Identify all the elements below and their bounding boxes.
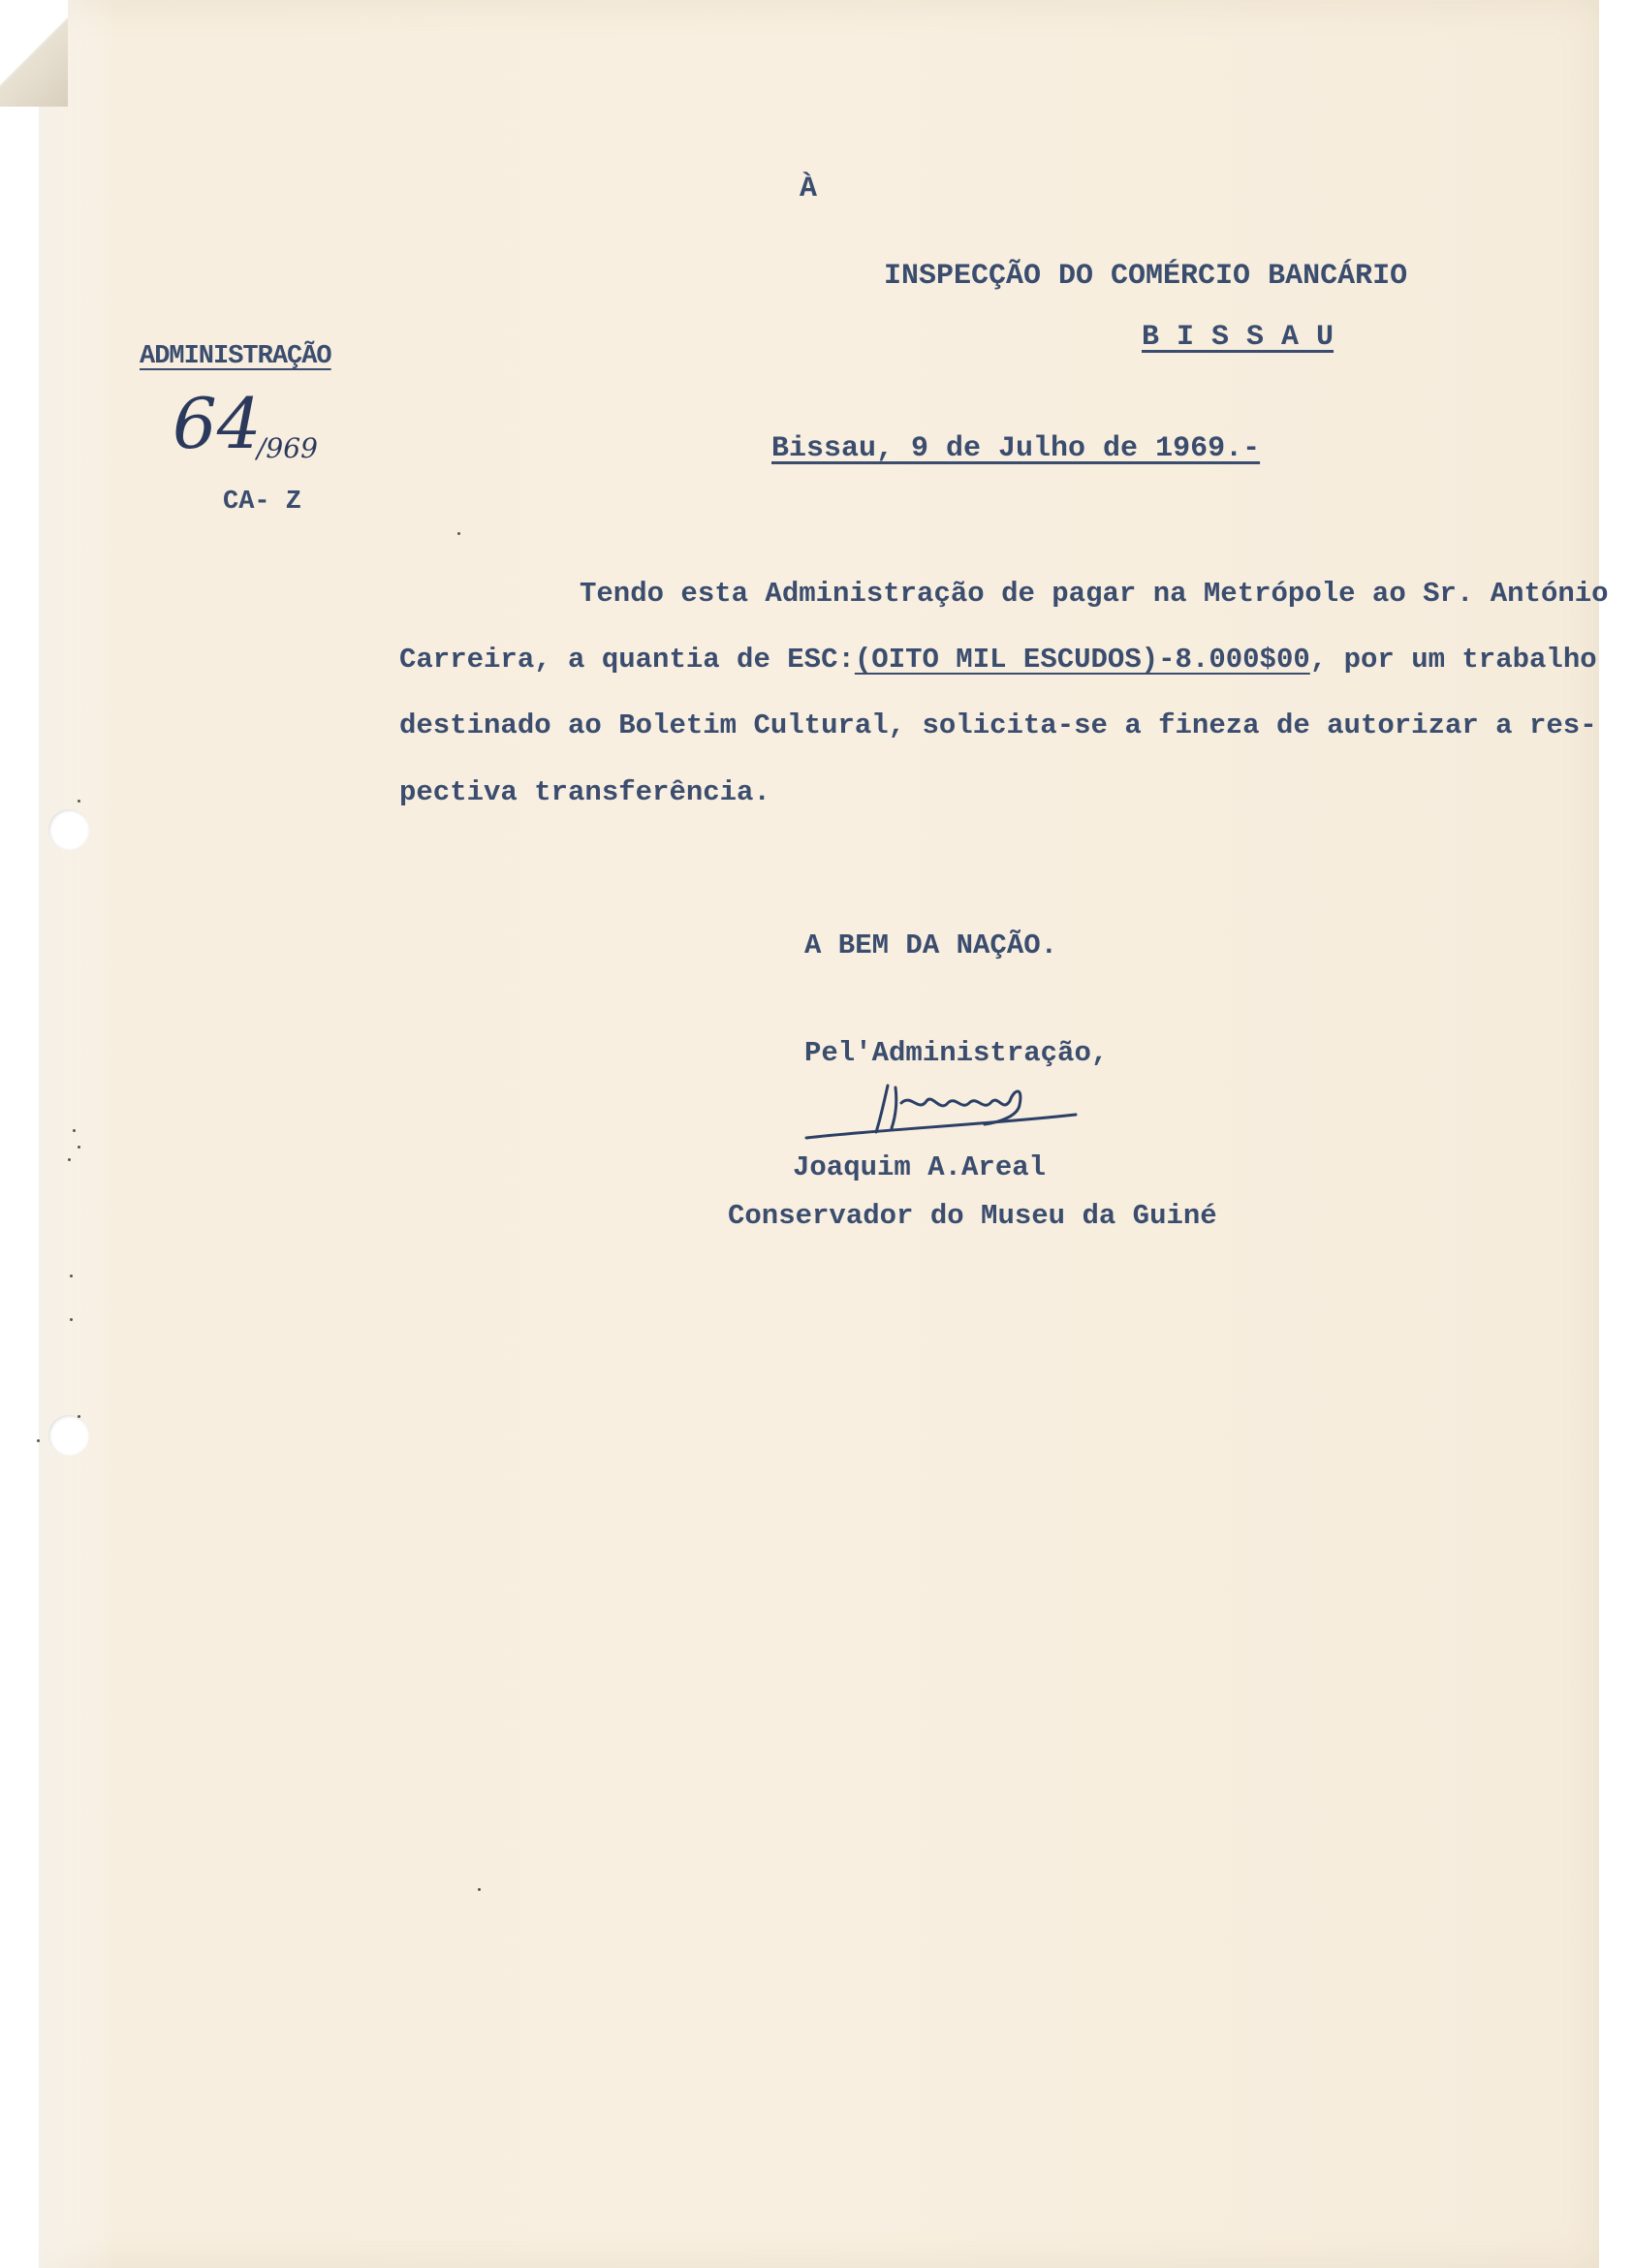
body-line-4: pectiva transferência.: [399, 776, 770, 808]
department-label: ADMINISTRAÇÃO: [140, 342, 331, 371]
speck: [70, 1318, 73, 1321]
signatory-name: Joaquim A.Areal: [793, 1151, 1047, 1183]
punch-hole: [48, 809, 89, 850]
speck: [37, 1439, 40, 1442]
recipient-city: B I S S A U: [1142, 321, 1335, 354]
body-line-2-start: Carreira, a quantia de ESC:: [399, 644, 855, 676]
recipient-name: INSPECÇÃO DO COMÉRCIO BANCÁRIO: [884, 260, 1408, 293]
handwritten-reference-number: 64: [173, 383, 262, 464]
folded-corner: [0, 0, 68, 107]
transfer-amount: (OITO MIL ESCUDOS)-8.000$00: [854, 644, 1310, 676]
punch-hole: [48, 1415, 89, 1456]
closing-salutation: A BEM DA NAÇÃO.: [804, 929, 1058, 961]
speck: [78, 1146, 80, 1149]
address-prefix: À: [800, 173, 818, 205]
speck: [478, 1888, 481, 1891]
speck: [68, 1158, 71, 1161]
body-line-1: Tendo esta Administração de pagar na Metrópole ao Sr. António: [580, 578, 1609, 610]
letter-date: Bissau, 9 de Julho de 1969.-: [771, 432, 1261, 465]
reference-code: CA- Z: [223, 488, 302, 517]
body-line-3: destinado ao Boletim Cultural, solicita-se a fineza de autorizar a res-: [399, 709, 1597, 741]
speck: [73, 1129, 76, 1132]
reference-year: /969: [257, 432, 318, 464]
handwritten-signature: [795, 1074, 1085, 1151]
speck: [78, 1415, 80, 1418]
signatory-title: Conservador do Museu da Guiné: [728, 1200, 1217, 1232]
body-line-2-end: , por um trabalho: [1309, 644, 1597, 676]
speck: [70, 1275, 73, 1277]
speck: [78, 800, 80, 803]
body-line-2: [399, 644, 1597, 676]
speck: [457, 532, 460, 535]
binding-strip: [39, 0, 116, 2268]
on-behalf-line: Pel'Administração,: [804, 1037, 1109, 1069]
